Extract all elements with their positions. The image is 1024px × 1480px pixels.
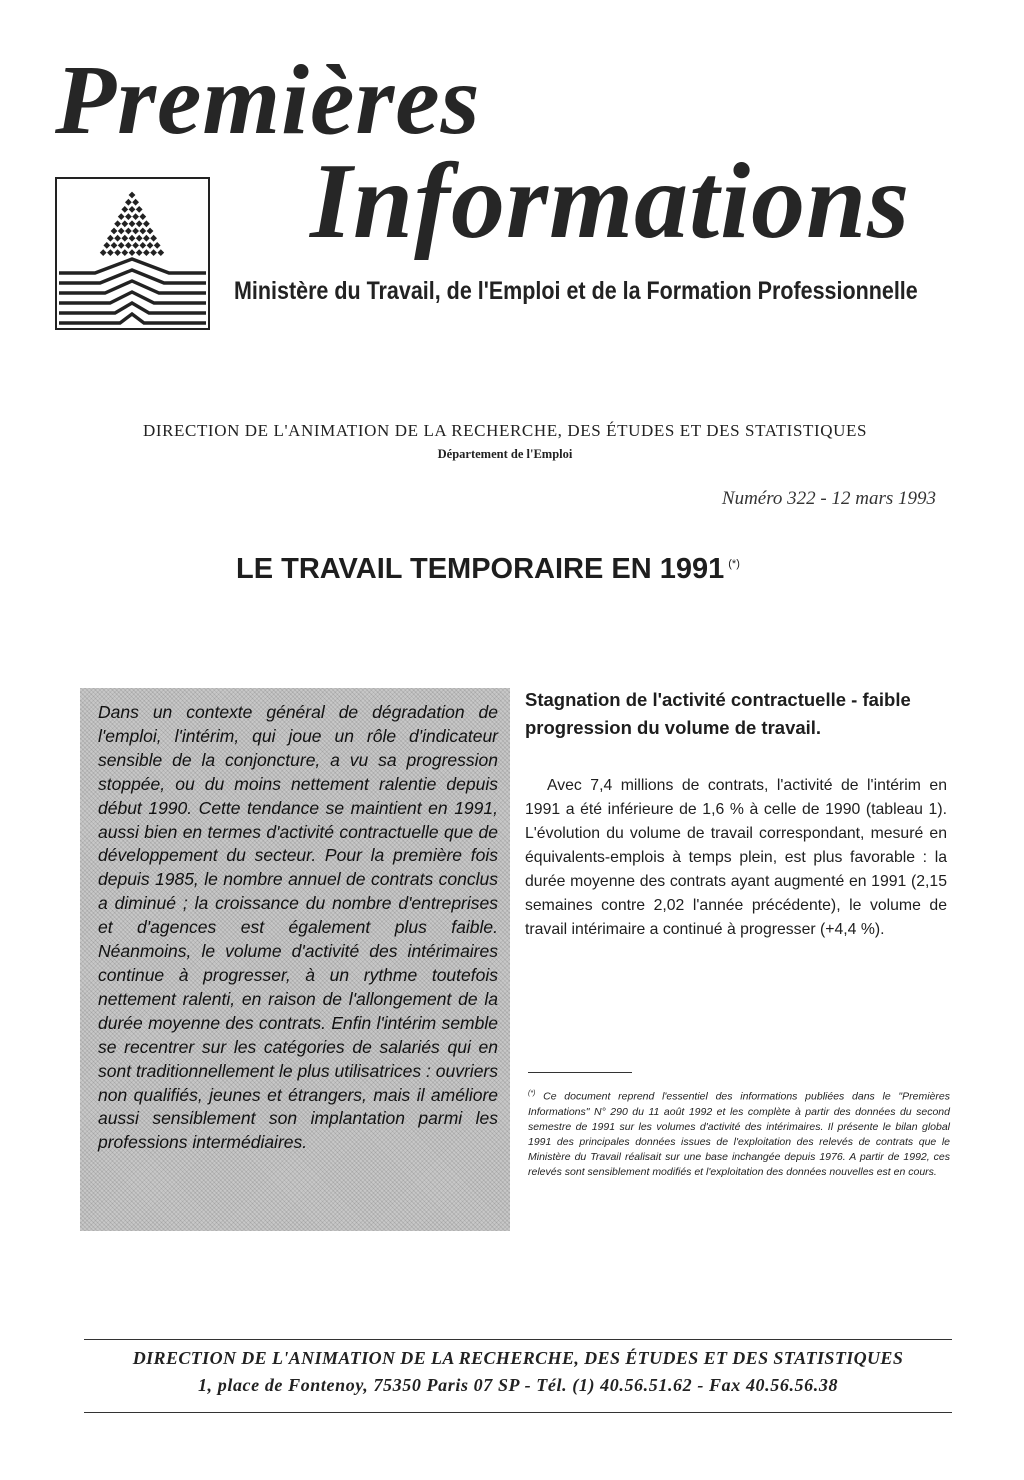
footer-bottom-rule [84,1412,952,1413]
summary-box [80,688,510,1231]
footnote-marker: (*) [528,1090,536,1097]
section-body: Avec 7,4 millions de contrats, l'activité de l'intérim en 1991 a été inférieure de 1,6 % à celle de 1990 (tableau 1). L'évolution du volume de travail correspondant, mesuré en équivalents-emplois à temps plein, est plus favorable : la durée moyenne des contrats ayant augmenté en 1991 (2,15 semaines contre 2,02 l'année précédente), le volume de travail intérimaire a continué à progresser (+4,4 %). [525,777,947,938]
article-title-text: LE TRAVAIL TEMPORAIRE EN 1991 [236,553,725,585]
footer-top-rule [84,1339,952,1340]
masthead-title-line1: Premières [55,44,481,155]
footnote-text: Ce document reprend l'essentiel des informations publiées dans le "Premières Informations" N° 290 du 11 août 1992 et les complète à partir des données du second semestre de 1991 sur les volumes d'activité des intérimaires. Il présente le bilan global 1991 des principales données issues de l'exploitation des relevés de contrats que le Ministère du Travail réalisait sur une base inchangée depuis 1976. A partir de 1992, ces relevés sont sensiblement modifiés et l'exploitation des données nouvelles est en cours. [528,1090,951,1178]
section-subtitle: Stagnation de l'activité contractuelle - faible progression du volume de travail. [525,689,911,738]
department-name: Département de l'Emploi [437,447,573,461]
direction-heading: DIRECTION DE L'ANIMATION DE LA RECHERCHE, DES ÉTUDES ET DES STATISTIQUES [142,421,868,440]
footnote-divider [528,1072,632,1073]
footer-address: 1, place de Fontenoy, 75350 Paris 07 SP - Tél. (1) 40.56.51.62 - Fax 40.56.56.38 [197,1375,839,1395]
summary-text: Dans un contexte général de dégradation de l'emploi, l'intérim, qui joue un rôle d'indicateur sensible de la conjoncture, a vu sa progression stoppée, ou du moins nettement ralentie depuis début 1990. Cette tendance se maintient en 1991, aussi bien en termes d'activité contractuelle que de développement du secteur. Pour la première fois depuis 1985, le nombre annuel de contrats conclus a diminué ; la croissance du nombre d'entreprises et d'agences est également plus faible. Néanmoins, le volume d'activité des intérimaires continue à progresser, à un rythme toutefois nettement ralenti, en raison de l'allongement de la durée moyenne des contrats. Enfin l'intérim semble se recentrer sur les catégories de salariés qui en sont traditionnellement le plus utilisatrices : ouvriers non qualifiés, jeunes et étrangers, mais il améliore aussi sensiblement son implantation parmi les professions intermédiaires. [98,702,498,1153]
masthead-title-line2: Informations [310,142,911,261]
article-title [236,553,740,586]
ministry-pyramid-logo-icon [55,177,210,330]
ministry-name: Ministère du Travail, de l'Emploi et de la Formation Professionnelle [234,277,918,305]
section-column [525,686,947,942]
footnote [528,1086,950,1180]
issue-number-date: Numéro 322 - 12 mars 1993 [721,488,936,509]
footer-direction: DIRECTION DE L'ANIMATION DE LA RECHERCHE, DES ÉTUDES ET DES STATISTIQUES [132,1348,904,1368]
title-footnote-marker: (*) [728,558,740,571]
